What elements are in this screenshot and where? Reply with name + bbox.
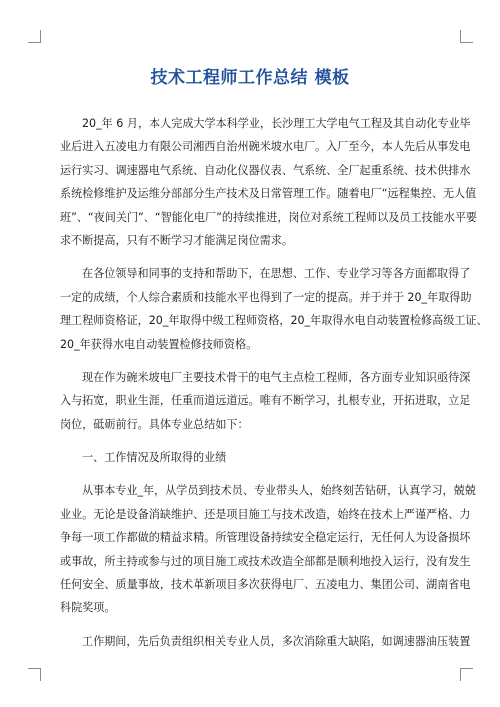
text-line: 业后进入五凌电力有限公司湘西自治州碗米坡水电厂。入厂至今，本人先后从事发电: [60, 140, 471, 154]
text-line: 任何安全、质量事故，技术革新项目多次获得电厂、五凌电力、集团公司、湖南省电: [60, 578, 471, 592]
text-line: 一定的成绩，个人综合素质和技能水平也得到了一定的提高。并于并于 20_年取得助: [60, 290, 472, 304]
paragraph-qualifications: [60, 262, 488, 356]
text-line: 系统检修维护及运维分部部分生产技术及日常管理工作。随着电厂“远程集控、无人值: [60, 187, 477, 201]
paragraph-achievements: [60, 479, 476, 619]
document-title: 技术工程师工作总结 模板: [150, 68, 350, 88]
text-line: 业业。无论是设备消缺维护、还是项目施工与技术改造，始终在技术上严谨严格、力: [60, 507, 471, 521]
text-line: 运行实习、调速器电气系统、自动化仪器仪表、气系统、全厂起重系统、技术供排水: [60, 163, 471, 177]
text-line: 科院奖项。: [60, 601, 116, 615]
paragraph-intro: [60, 112, 478, 252]
text-line: 在各位领导和同事的支持和帮助下，在思想、工作、专业学习等各方面都取得了: [82, 267, 471, 281]
crop-mark-top-right: [460, 30, 473, 43]
text-line: 班”、“夜间关门”、“智能化电厂”的持续推进，岗位对系统工程师以及员工技能水平要: [60, 210, 478, 224]
paragraph-work-period: [60, 630, 471, 653]
text-line: 岗位，砥砺前行。具体专业总结如下：: [60, 417, 249, 431]
text-line: 20_年 6 月，本人完成大学本科学业，长沙理工大学电气工程及其自动化专业毕: [82, 117, 471, 130]
section-heading: [60, 446, 444, 469]
text-line: 20_年获得水电自动装置检修技师资格。: [60, 337, 258, 351]
text-line: 求不断提高，只有不断学习才能满足岗位需求。: [60, 233, 293, 247]
document-body: [60, 112, 488, 653]
crop-mark-bottom-left: [28, 668, 41, 681]
text-line: 争每一项工作都做的精益求精。所管理设备持续安全稳定运行，无任何人为设备损坏: [60, 531, 471, 545]
crop-mark-top-left: [28, 30, 41, 43]
crop-mark-bottom-right: [460, 668, 473, 681]
text-line: 工作期间，先后负责组织相关专业人员，多次消除重大缺陷，如调速器油压装置: [82, 634, 471, 648]
text-line: 现在作为碗米坡电厂主要技术骨干的电气主点检工程师，各方面专业知识亟待深: [82, 370, 471, 384]
text-line: 一、工作情况及所取得的业绩: [82, 451, 227, 465]
text-line: 入与拓宽，职业生涯，任重而道远道远。唯有不断学习，扎根专业，开拓进取，立足: [60, 394, 471, 408]
paragraph-current-role: [60, 366, 471, 436]
text-line: 从事本专业_年，从学员到技术员、专业带头人，始终刻苦钻研，认真学习，兢兢: [82, 484, 476, 498]
text-line: 理工程师资格证，20_年取得中级工程师资格，20_年取得水电自动装置检修高级工证、: [60, 314, 488, 328]
text-line: 或事故，所主持或参与过的项目施工或技术改造全部都是顺利地投入运行，没有发生: [60, 554, 471, 568]
